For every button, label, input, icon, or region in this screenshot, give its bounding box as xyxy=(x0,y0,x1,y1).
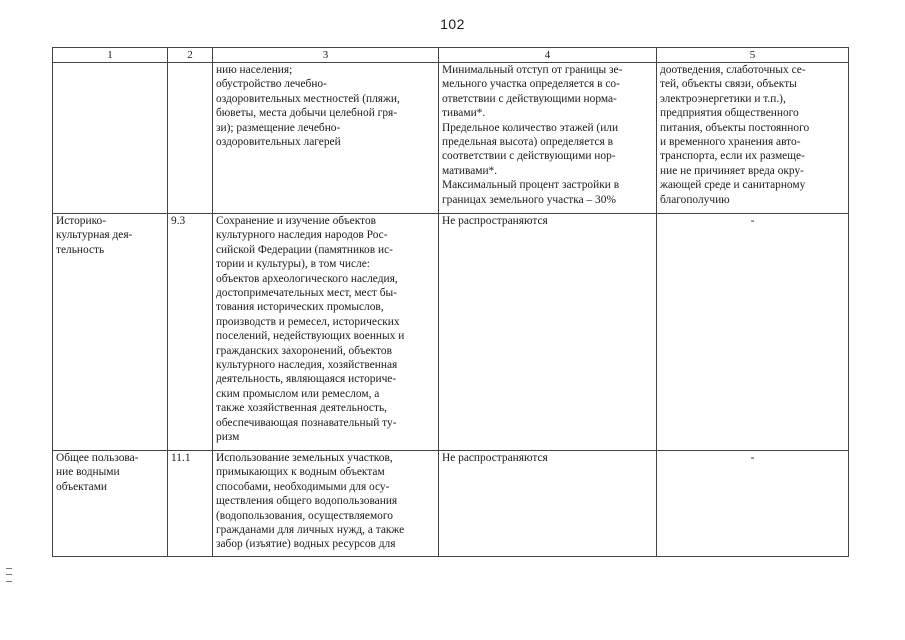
header-col-3: 3 xyxy=(213,48,439,63)
cell-line: границах земельного участка – 30% xyxy=(442,193,616,206)
cell-line: и временного хранения авто- xyxy=(660,136,801,149)
cell-line: производств и ремесел, исторических xyxy=(216,315,400,328)
cell-line: тования исторических промыслов, xyxy=(216,301,384,314)
row-0-description xyxy=(213,63,439,214)
row-1-use-name xyxy=(53,214,168,451)
row-1-code: 9.3 xyxy=(168,214,213,451)
cell-line: обустройство лечебно- xyxy=(216,78,327,91)
row-0-use-name xyxy=(53,63,168,214)
cell-line: бюветы, места добычи целебной гря- xyxy=(216,107,398,120)
cell-line: - xyxy=(750,452,755,464)
cell-line: объектами xyxy=(56,480,108,493)
cell-line: Минимальный отступ от границы зе- xyxy=(442,64,623,76)
cell-line: забор (изъятие) водных ресурсов для xyxy=(216,538,396,551)
cell-line: также хозяйственная деятельность, xyxy=(216,402,388,415)
header-col-1: 1 xyxy=(53,48,168,63)
cell-line: Использование земельных участков, xyxy=(216,452,393,464)
cell-line: примыкающих к водным объектам xyxy=(216,466,385,479)
header-col-4: 4 xyxy=(439,48,657,63)
cell-line: предприятия общественного xyxy=(660,107,799,120)
cell-line: благополучию xyxy=(660,193,730,206)
cell-line: мативами*. xyxy=(442,164,498,177)
row-2-auxiliary-uses xyxy=(657,451,849,557)
cell-line: мельного участка определяется в со- xyxy=(442,78,620,91)
cell-line: электроэнергетики и т.п.), xyxy=(660,92,786,105)
row-2-parameters xyxy=(439,451,657,557)
row-1-description xyxy=(213,214,439,451)
cell-line: поселений, недействующих военных и xyxy=(216,330,405,343)
cell-line: оздоровительных лагерей xyxy=(216,136,341,149)
cell-line: тельность xyxy=(56,243,105,256)
cell-line: нию населения; xyxy=(216,64,293,76)
row-0-parameters xyxy=(439,63,657,214)
cell-line: обеспечивающая познавательный ту- xyxy=(216,416,397,429)
cell-line: Не распространяются xyxy=(442,452,548,464)
cell-line: жающей среде и санитарному xyxy=(660,179,806,192)
header-col-5: 5 xyxy=(657,48,849,63)
page-number: 102 xyxy=(440,16,465,32)
cell-line: гражданами для личных нужд, а также xyxy=(216,524,405,537)
cell-line: Историко- xyxy=(56,215,107,227)
cell-line: объектов археологического наследия, xyxy=(216,272,398,285)
cell-line: Максимальный процент застройки в xyxy=(442,179,620,192)
cell-line: ществления общего водопользования xyxy=(216,495,398,508)
cell-line: ние не причиняет вреда окру- xyxy=(660,164,804,177)
cell-line: ответствии с действующими норма- xyxy=(442,92,617,105)
header-col-2: 2 xyxy=(168,48,213,63)
cell-line: ние водными xyxy=(56,466,120,479)
land-use-table xyxy=(52,47,849,557)
row-2-use-name xyxy=(53,451,168,557)
cell-line: - xyxy=(750,215,755,227)
table-row xyxy=(53,451,849,557)
cell-line: оздоровительных местностей (пляжи, xyxy=(216,92,400,105)
cell-line: сийской Федерации (памятников ис- xyxy=(216,243,393,256)
cell-line: Не распространяются xyxy=(442,215,548,227)
cell-line: (водопользования, осуществляемого xyxy=(216,509,393,522)
row-1-parameters xyxy=(439,214,657,451)
cell-line: деятельность, являющаяся историче- xyxy=(216,373,397,386)
cell-line: Предельное количество этажей (или xyxy=(442,121,619,134)
row-0-code xyxy=(168,63,213,214)
cell-line: ским промыслом или ремеслом, а xyxy=(216,387,380,400)
cell-line: транспорта, если их размеще- xyxy=(660,150,805,163)
cell-line: культурная дея- xyxy=(56,229,133,242)
row-1-auxiliary-uses xyxy=(657,214,849,451)
cell-line: предельная высота) определяется в xyxy=(442,136,613,149)
cell-line: соответствии с действующими нор- xyxy=(442,150,616,163)
cell-line: культурного наследия, хозяйственная xyxy=(216,359,398,372)
cell-line: культурного наследия народов Рос- xyxy=(216,229,388,242)
cell-line: доотведения, слаботочных се- xyxy=(660,64,806,76)
row-2-description xyxy=(213,451,439,557)
cell-line: способами, необходимыми для осу- xyxy=(216,480,390,493)
cell-line: Сохранение и изучение объектов xyxy=(216,215,377,227)
cell-line: тории и культуры), в том числе: xyxy=(216,258,370,271)
table-header-row xyxy=(53,48,849,63)
table-row xyxy=(53,63,849,214)
margin-mark xyxy=(6,568,12,582)
row-2-code: 11.1 xyxy=(168,451,213,557)
cell-line: питания, объекты постоянного xyxy=(660,121,810,134)
cell-line: зи); размещение лечебно- xyxy=(216,121,341,134)
cell-line: Общее пользова- xyxy=(56,452,139,464)
cell-line: достопримечательных мест, мест бы- xyxy=(216,287,398,300)
cell-line: тей, объекты связи, объекты xyxy=(660,78,797,91)
cell-line: гражданских захоронений, объектов xyxy=(216,344,392,357)
cell-line: тивами*. xyxy=(442,107,486,120)
cell-line: ризм xyxy=(216,431,240,444)
table-row xyxy=(53,214,849,451)
row-0-auxiliary-uses xyxy=(657,63,849,214)
